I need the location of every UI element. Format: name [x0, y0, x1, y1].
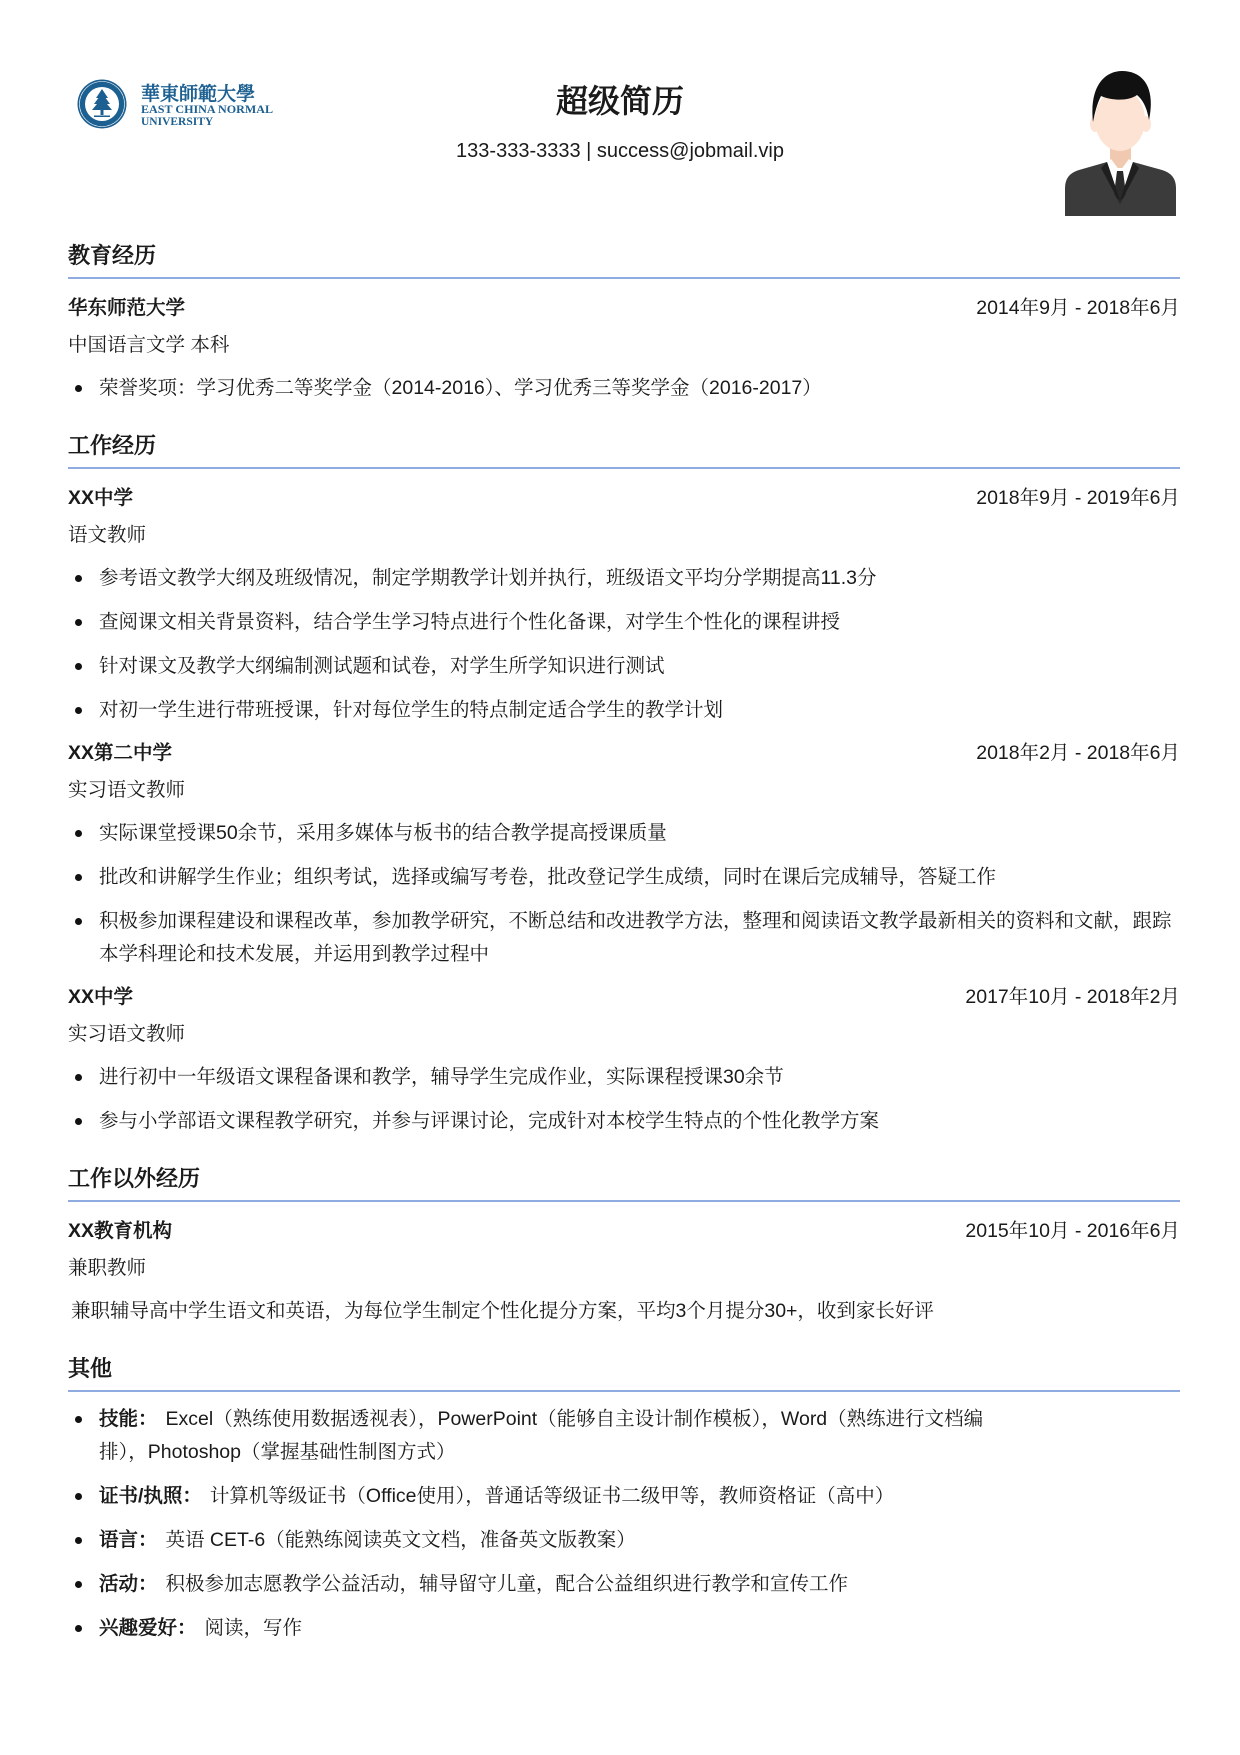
job-title: 语文教师 [68, 524, 147, 546]
skills-item [99, 1403, 1013, 1469]
bullet-list [68, 817, 1180, 971]
certificates-item [99, 1480, 1013, 1513]
date-range: 2015年10月 - 2016年6月 [965, 1220, 1180, 1242]
bullet-list [68, 562, 1180, 727]
job-title: 实习语文教师 [68, 779, 186, 801]
item-text: 阅读，写作 [204, 1617, 303, 1639]
bullet-list [68, 1061, 1180, 1138]
work-entry [68, 735, 1180, 971]
list-item: 查阅课文相关背景资料，结合学生学习特点进行个性化备课，对学生个性化的课程讲授 [99, 606, 1180, 639]
work-section [68, 431, 1180, 1138]
section-heading-extra: 工作以外经历 [68, 1164, 1180, 1202]
date-range: 2018年2月 - 2018年6月 [976, 742, 1180, 764]
extra-experience-section [68, 1164, 1180, 1328]
item-label: 技能： [99, 1408, 158, 1430]
date-range: 2014年9月 - 2018年6月 [976, 297, 1180, 319]
item-text: 计算机等级证书（Office使用），普通话等级证书二级甲等，教师资格证（高中） [209, 1485, 895, 1507]
logo-name-en-line2: UNIVERSITY [141, 116, 214, 128]
list-item: 对初一学生进行带班授课，针对每位学生的特点制定适合学生的教学计划 [99, 694, 1180, 727]
activities-item [99, 1568, 1013, 1601]
entry-header [68, 1213, 1180, 1250]
section-heading-education: 教育经历 [68, 241, 1180, 279]
logo-name-en-line1: EAST CHINA NORMAL [141, 104, 274, 116]
list-item: 实际课堂授课50余节，采用多媒体与板书的结合教学提高授课质量 [99, 817, 1180, 850]
employer-name: XX中学 [68, 986, 134, 1008]
resume-content [68, 241, 1180, 1653]
item-text: 积极参加志愿教学公益活动，辅导留守儿童，配合公益组织进行教学和宣传工作 [165, 1573, 849, 1595]
employer-name: XX中学 [68, 487, 134, 509]
section-heading-other: 其他 [68, 1354, 1180, 1392]
organization-name: XX教育机构 [68, 1220, 173, 1242]
avatar-man-in-suit-icon [1065, 70, 1176, 216]
item-text: 英语 CET-6（能熟练阅读英文文档，准备英文版教案） [165, 1529, 636, 1551]
date-range: 2018年9月 - 2019年6月 [976, 487, 1180, 509]
job-title: 兼职教师 [68, 1257, 147, 1279]
school-name: 华东师范大学 [68, 297, 186, 319]
extra-entry [68, 1213, 1180, 1328]
item-text: Excel（熟练使用数据透视表），PowerPoint（能够自主设计制作模板），Word（熟练进行文档编排），Photoshop（掌握基础性制图方式） [99, 1408, 984, 1463]
work-entry [68, 979, 1180, 1138]
employer-name: XX第二中学 [68, 742, 173, 764]
list-item: 荣誉奖项：学习优秀二等奖学金（2014-2016）、学习优秀三等奖学金（2016-2017） [99, 372, 1180, 405]
entry-header [68, 480, 1180, 517]
work-entry [68, 480, 1180, 727]
entry-header [68, 979, 1180, 1016]
item-label: 语言： [99, 1529, 158, 1551]
entry-description: 兼职辅导高中学生语文和英语，为每位学生制定个性化提分方案，平均3个月提分30+，收到家长好评 [71, 1300, 934, 1322]
list-item: 针对课文及教学大纲编制测试题和试卷，对学生所学知识进行测试 [99, 650, 1180, 683]
bullet-list [68, 372, 1180, 405]
list-item: 参与小学部语文课程教学研究，并参与评课讨论，完成针对本校学生特点的个性化教学方案 [99, 1105, 1180, 1138]
item-label: 证书/执照： [99, 1485, 202, 1507]
hobbies-item [99, 1612, 1013, 1645]
resume-title: 超级简历 [555, 83, 684, 119]
date-range: 2017年10月 - 2018年2月 [965, 986, 1180, 1008]
list-item: 积极参加课程建设和课程改革，参加教学研究，不断总结和改进教学方法，整理和阅读语文教学最新相关的资料和文献，跟踪本学科理论和技术发展，并运用到教学过程中 [99, 905, 1180, 971]
job-title: 实习语文教师 [68, 1023, 186, 1045]
other-list [68, 1403, 1013, 1645]
languages-item [99, 1524, 1013, 1557]
list-item: 进行初中一年级语文课程备课和教学，辅导学生完成作业，实际课程授课30余节 [99, 1061, 1180, 1094]
logo-name-cn: 華東師範大學 [141, 83, 256, 105]
other-section [68, 1354, 1180, 1645]
education-section [68, 241, 1180, 405]
entry-header [68, 290, 1180, 327]
education-entry [68, 290, 1180, 405]
item-label: 兴趣爱好： [99, 1617, 197, 1639]
list-item: 参考语文教学大纲及班级情况，制定学期教学计划并执行，班级语文平均分学期提高11.3分 [99, 562, 1180, 595]
major-degree: 中国语言文学 本科 [68, 334, 230, 356]
item-label: 活动： [99, 1573, 158, 1595]
section-heading-work: 工作经历 [68, 431, 1180, 469]
contact-info: 133-333-3333 | success@jobmail.vip [456, 140, 784, 162]
entry-header [68, 735, 1180, 772]
list-item: 批改和讲解学生作业；组织考试，选择或编写考卷，批改登记学生成绩，同时在课后完成辅导，答疑工作 [99, 861, 1180, 894]
